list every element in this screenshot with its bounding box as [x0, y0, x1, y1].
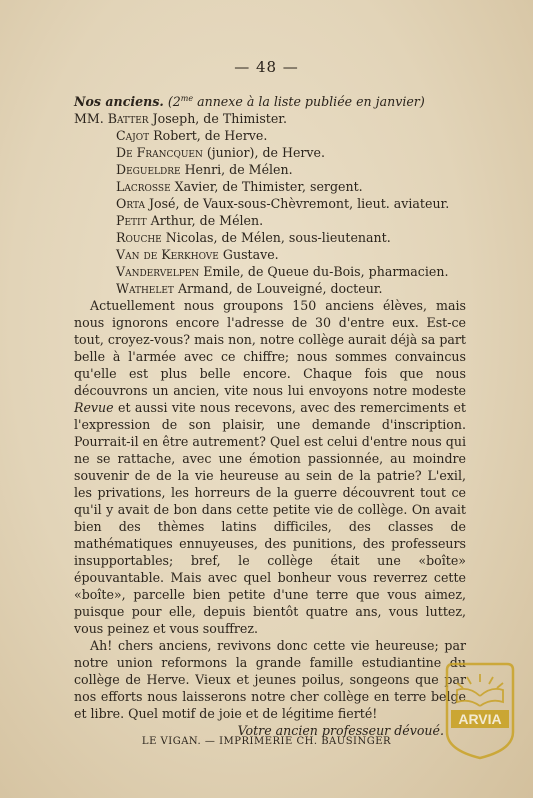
heading-title: Nos anciens. — [74, 94, 164, 110]
alumni-details: Armand, de Louveigné, docteur. — [173, 281, 383, 297]
alumni-details: (junior), de Herve. — [202, 145, 325, 161]
article-body — [74, 90, 466, 739]
paragraph-1-text-b: et aussi vite nous recevons, avec des remerciments et l'expression de son plaisir, une demande d'inscription. Pourrait-il en être autrement? Quel est celui d'entre nous qui ne se rattache, avec une émotion passionnée, au moindre souvenir de de la vie heureuse au sein de la patrie? L'exil, les privations, les horreurs de la guerre découvrent tout ce qu'il y avait de bon dans cette petite vie de collège. On avait bien des thèmes latins difficiles, des classes de mathématiques ennuyeuses, des punitions, des professeurs insupportables; bref, le collège était une «boîte» épouvantable. Mais avec quel bonheur vous reverrez cette «boîte», parcelle bien petite d'une terre que vous aimez, puisque pour elle, depuis bientôt quatre ans, vous luttez, vous peinez et vous souffrez. — [74, 400, 466, 637]
paragraph-1-italic: Revue — [74, 400, 114, 416]
alumni-prefix: MM. — [74, 111, 108, 127]
alumni-list-item — [74, 178, 466, 195]
page-number: — 48 — — [234, 58, 299, 76]
alumni-surname: Lacrosse — [116, 179, 171, 195]
alumni-list-item — [74, 212, 466, 229]
alumni-details: Xavier, de Thimister, sergent. — [170, 179, 363, 195]
alumni-list-item — [74, 127, 466, 144]
alumni-list-item — [74, 280, 466, 297]
alumni-details: Joseph, de Thimister. — [148, 111, 287, 127]
alumni-surname: Degueldre — [116, 162, 181, 178]
paragraph-2: Ah! chers anciens, revivons donc cette vie heureuse; par notre union reformons la grande famille estudiantine du collège de Herve. Vieux et jeunes poilus, songeons que par nos efforts nous laisserons notre cher collège en terre belge et libre. Quel motif de joie et de légitime fierté! — [74, 638, 466, 722]
alumni-details: Nicolas, de Mélen, sous-lieutenant. — [161, 230, 391, 246]
library-stamp — [443, 662, 517, 760]
alumni-surname: Cajot — [116, 128, 150, 144]
alumni-details: Henri, de Mélen. — [180, 162, 293, 178]
open-book-icon — [443, 662, 517, 760]
signature: Votre ancien professeur dévoué. — [237, 723, 444, 739]
alumni-list-item — [74, 144, 466, 161]
alumni-details: José, de Vaux-sous-Chèvremont, lieut. aviateur. — [144, 196, 450, 212]
alumni-surname: Van de Kerkhove — [116, 247, 219, 263]
alumni-list-item — [74, 110, 466, 127]
alumni-list-item — [74, 263, 466, 280]
alumni-list — [74, 110, 466, 297]
alumni-surname: Rouche — [116, 230, 162, 246]
alumni-details: Arthur, de Mélen. — [146, 213, 264, 229]
alumni-list-item — [74, 229, 466, 246]
heading-superscript: me — [180, 94, 194, 103]
alumni-surname: Orta — [116, 196, 145, 212]
alumni-details: Robert, de Herve. — [149, 128, 268, 144]
paragraph-1 — [74, 297, 466, 637]
alumni-list-item — [74, 195, 466, 212]
printer-footer: LE VIGAN. — IMPRIMERIE CH. BAUSINGER — [141, 736, 392, 747]
section-heading — [74, 90, 466, 110]
paragraph-1-text-a: Actuellement nous groupons 150 anciens élèves, mais nous ignorons encore l'adresse de 30 d'entre eux. Est-ce tout, croyez-vous? mais non, notre collège aurait déjà sa part belle à l'armée avec ce chiffre; nous sommes convaincus qu'elle est plus belle encore. Chaque fois que nous découvrons un ancien, vite nous lui envoyons notre modeste — [74, 298, 466, 399]
alumni-details: Gustave. — [218, 247, 279, 263]
heading-note-start: (2 — [163, 94, 181, 110]
alumni-list-item — [74, 246, 466, 263]
alumni-surname: Vandervelpen — [116, 264, 200, 280]
alumni-surname: Petit — [116, 213, 147, 229]
alumni-surname: Wathelet — [116, 281, 174, 297]
alumni-surname: Batter — [107, 111, 149, 127]
alumni-details: Emile, de Queue du-Bois, pharmacien. — [199, 264, 449, 280]
stamp-text: ARVIA — [458, 711, 502, 727]
alumni-list-item — [74, 161, 466, 178]
alumni-surname: De Francquen — [116, 145, 203, 161]
heading-note-end: annexe à la liste publiée en janvier) — [193, 94, 425, 110]
